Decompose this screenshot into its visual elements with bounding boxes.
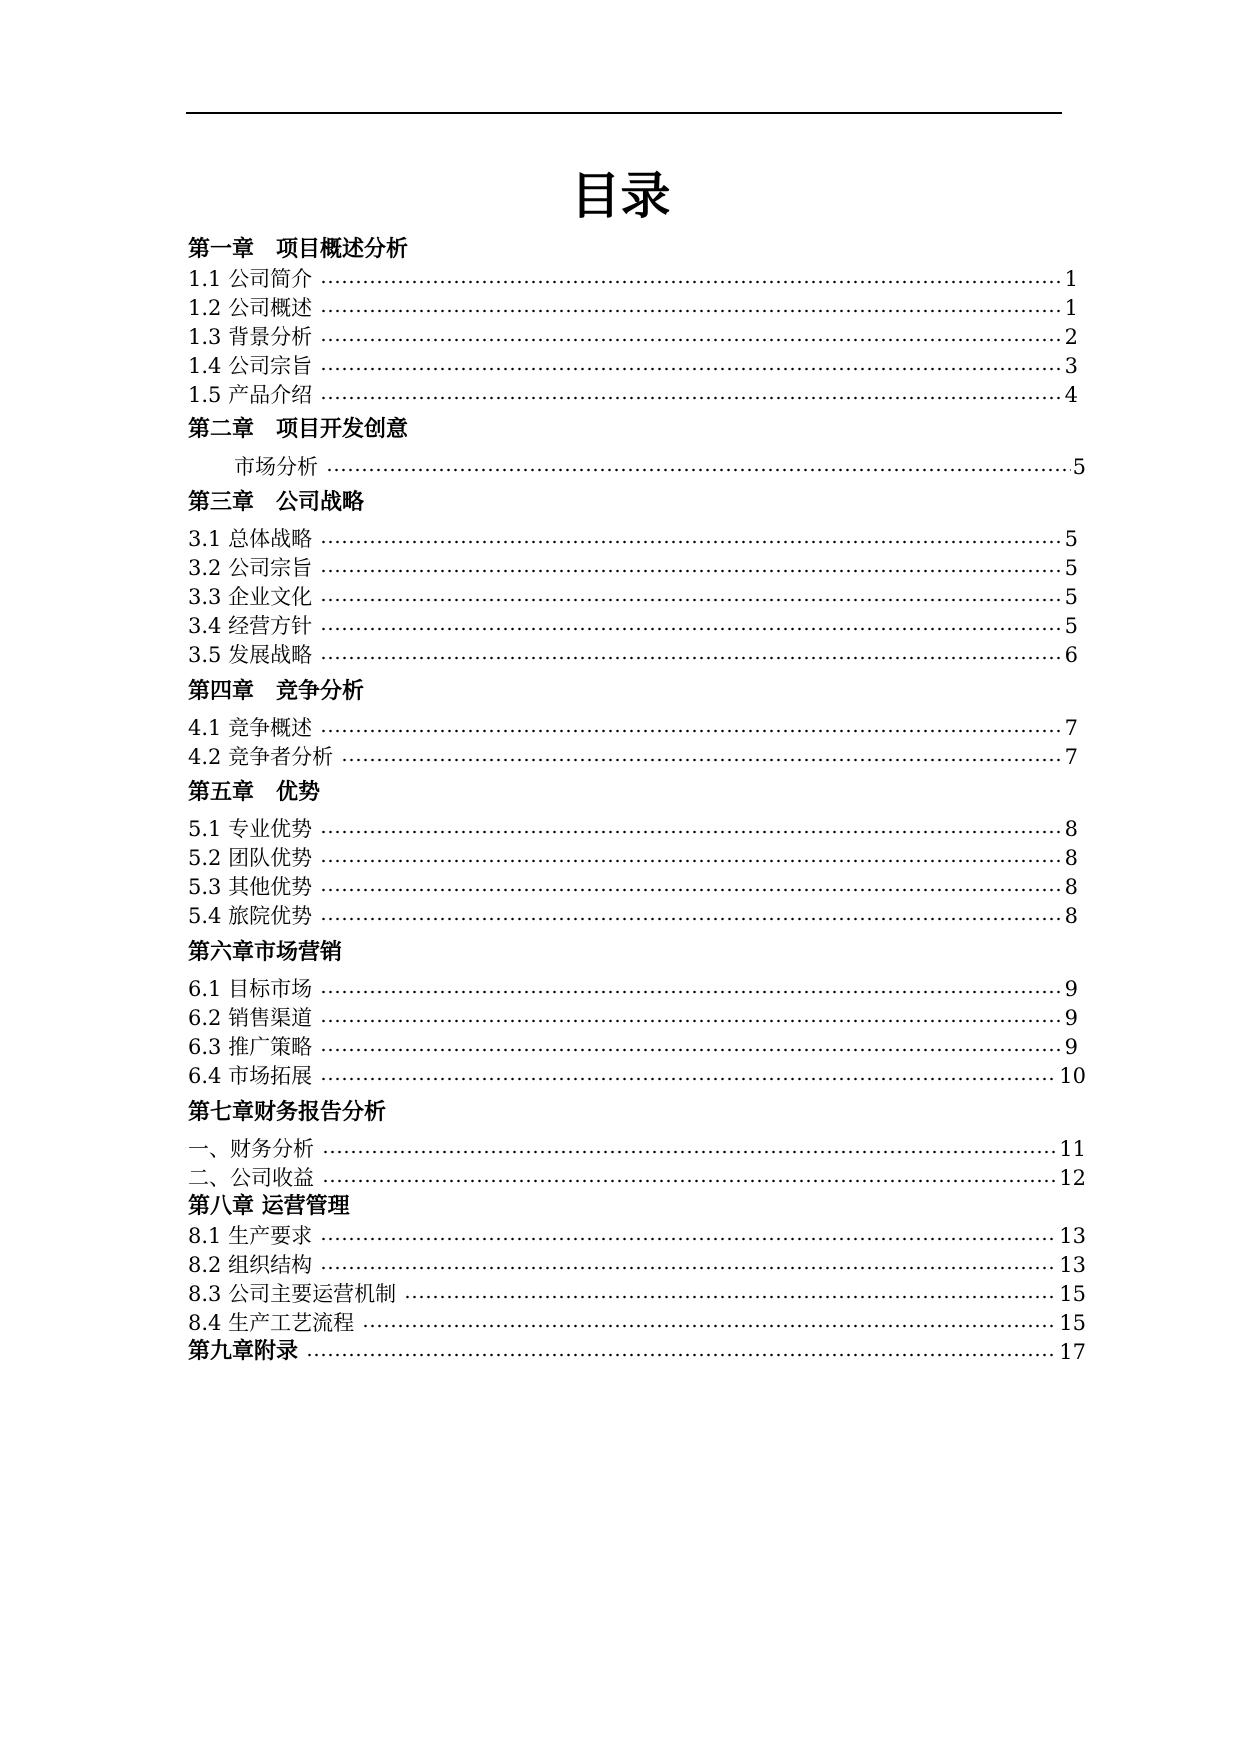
toc-entry bbox=[188, 1060, 1086, 1090]
dot-leader bbox=[320, 1266, 1057, 1270]
toc-entry bbox=[188, 552, 1078, 582]
toc-chapter-heading bbox=[188, 234, 408, 264]
entry-title: 8.2 组织结构 bbox=[188, 1253, 313, 1277]
toc-chapter-heading bbox=[188, 1336, 1086, 1366]
chapter-title: 第七章财务报告分析 bbox=[188, 1100, 387, 1125]
toc-chapter-heading bbox=[188, 1097, 386, 1127]
dot-leader bbox=[320, 1077, 1057, 1081]
entry-title: 二、公司收益 bbox=[188, 1166, 314, 1190]
page-number: 10 bbox=[1059, 1064, 1086, 1088]
dot-leader bbox=[320, 1237, 1057, 1241]
toc-entry bbox=[188, 1307, 1086, 1337]
toc-chapter-heading bbox=[188, 676, 364, 706]
entry-title: 1.4 公司宗旨 bbox=[188, 354, 313, 378]
entry-title: 5.4 旅院优势 bbox=[188, 904, 313, 928]
toc-entry bbox=[188, 1220, 1086, 1250]
toc-entry bbox=[188, 1278, 1086, 1308]
page-number: 5 bbox=[1064, 614, 1078, 638]
entry-title: 8.3 公司主要运营机制 bbox=[188, 1282, 397, 1306]
page-number: 11 bbox=[1059, 1137, 1086, 1161]
dot-leader bbox=[320, 627, 1063, 631]
chapter-title: 第六章市场营销 bbox=[188, 940, 343, 965]
toc-entry bbox=[188, 1002, 1078, 1032]
page-number: 8 bbox=[1064, 817, 1078, 841]
entry-title: 1.2 公司概述 bbox=[188, 296, 313, 320]
toc-chapter-heading bbox=[188, 414, 408, 444]
entry-title: 市场分析 bbox=[234, 455, 318, 479]
toc-entry bbox=[188, 610, 1078, 640]
entry-title: 6.4 市场拓展 bbox=[188, 1064, 313, 1088]
page-number: 15 bbox=[1059, 1282, 1086, 1306]
page-number: 17 bbox=[1059, 1340, 1086, 1364]
dot-leader bbox=[320, 859, 1063, 863]
toc-entry bbox=[188, 712, 1078, 742]
dot-leader bbox=[320, 309, 1063, 313]
entry-title: 1.5 产品介绍 bbox=[188, 383, 313, 407]
entry-title: 8.1 生产要求 bbox=[188, 1224, 313, 1248]
header-rule bbox=[186, 112, 1062, 114]
dot-leader bbox=[320, 830, 1063, 834]
page-number: 5 bbox=[1064, 556, 1078, 580]
entry-title: 3.1 总体战略 bbox=[188, 527, 313, 551]
toc-entry bbox=[188, 842, 1078, 872]
page-number: 6 bbox=[1064, 643, 1078, 667]
toc-entry bbox=[188, 1249, 1086, 1279]
toc-entry bbox=[188, 973, 1078, 1003]
entry-title: 一、财务分析 bbox=[188, 1137, 314, 1161]
page-number: 1 bbox=[1064, 267, 1078, 291]
dot-leader bbox=[322, 1150, 1057, 1154]
toc-entry bbox=[188, 639, 1078, 669]
page-title: 目录 bbox=[570, 167, 671, 225]
page-number: 9 bbox=[1064, 1035, 1078, 1059]
page-number: 5 bbox=[1064, 585, 1078, 609]
chapter-title: 第三章 公司战略 bbox=[188, 490, 365, 515]
entry-title: 3.3 企业文化 bbox=[188, 585, 313, 609]
dot-leader bbox=[320, 917, 1063, 921]
entry-title: 5.2 团队优势 bbox=[188, 846, 313, 870]
toc-entry bbox=[188, 321, 1078, 351]
toc-chapter-heading bbox=[188, 487, 364, 517]
page-number: 9 bbox=[1064, 977, 1078, 1001]
entry-title: 1.3 背景分析 bbox=[188, 325, 313, 349]
dot-leader bbox=[322, 1179, 1057, 1183]
page-number: 2 bbox=[1064, 325, 1078, 349]
page-number: 7 bbox=[1064, 716, 1078, 740]
page-number: 5 bbox=[1072, 455, 1086, 479]
dot-leader bbox=[320, 367, 1063, 371]
toc-entry bbox=[188, 871, 1078, 901]
dot-leader bbox=[341, 758, 1063, 762]
entry-title: 6.1 目标市场 bbox=[188, 977, 313, 1001]
entry-title: 6.3 推广策略 bbox=[188, 1035, 313, 1059]
toc-chapter-heading bbox=[188, 937, 342, 967]
dot-leader bbox=[326, 468, 1071, 472]
dot-leader bbox=[362, 1324, 1057, 1328]
dot-leader bbox=[320, 990, 1063, 994]
page-number: 15 bbox=[1059, 1311, 1086, 1335]
page-number: 13 bbox=[1059, 1224, 1086, 1248]
dot-leader bbox=[320, 1019, 1063, 1023]
toc-entry bbox=[188, 741, 1078, 771]
toc-entry bbox=[188, 292, 1078, 322]
page-number: 9 bbox=[1064, 1006, 1078, 1030]
chapter-title: 第二章 项目开发创意 bbox=[188, 417, 409, 442]
dot-leader bbox=[320, 729, 1063, 733]
toc-entry bbox=[188, 379, 1078, 409]
entry-title: 3.5 发展战略 bbox=[188, 643, 313, 667]
toc-entry bbox=[188, 1031, 1078, 1061]
page-number: 1 bbox=[1064, 296, 1078, 320]
page-number: 8 bbox=[1064, 875, 1078, 899]
entry-title: 1.1 公司简介 bbox=[188, 267, 313, 291]
page-number: 13 bbox=[1059, 1253, 1086, 1277]
toc-entry bbox=[188, 523, 1078, 553]
entry-title: 3.2 公司宗旨 bbox=[188, 556, 313, 580]
entry-title: 8.4 生产工艺流程 bbox=[188, 1311, 355, 1335]
page-number: 8 bbox=[1064, 846, 1078, 870]
page-number: 8 bbox=[1064, 904, 1078, 928]
chapter-title: 第九章附录 bbox=[188, 1339, 299, 1364]
chapter-title: 第一章 项目概述分析 bbox=[188, 237, 409, 262]
toc-entry bbox=[188, 1133, 1086, 1163]
toc-entry bbox=[188, 263, 1078, 293]
dot-leader bbox=[320, 338, 1063, 342]
dot-leader bbox=[306, 1353, 1057, 1357]
entry-title: 4.1 竞争概述 bbox=[188, 716, 313, 740]
page-number: 4 bbox=[1064, 383, 1078, 407]
dot-leader bbox=[320, 540, 1063, 544]
toc-entry bbox=[188, 581, 1078, 611]
dot-leader bbox=[320, 396, 1063, 400]
dot-leader bbox=[320, 656, 1063, 660]
toc-entry bbox=[234, 451, 1086, 481]
chapter-title: 第八章 运营管理 bbox=[188, 1194, 350, 1219]
page-number: 12 bbox=[1059, 1166, 1086, 1190]
dot-leader bbox=[320, 569, 1063, 573]
dot-leader bbox=[404, 1295, 1057, 1299]
dot-leader bbox=[320, 888, 1063, 892]
toc-entry bbox=[188, 1162, 1086, 1192]
dot-leader bbox=[320, 280, 1063, 284]
toc-entry bbox=[188, 350, 1078, 380]
entry-title: 6.2 销售渠道 bbox=[188, 1006, 313, 1030]
toc-entry bbox=[188, 813, 1078, 843]
entry-title: 4.2 竞争者分析 bbox=[188, 745, 334, 769]
page-number: 5 bbox=[1064, 527, 1078, 551]
chapter-title: 第四章 竞争分析 bbox=[188, 679, 365, 704]
entry-title: 5.3 其他优势 bbox=[188, 875, 313, 899]
page-number: 3 bbox=[1064, 354, 1078, 378]
toc-entry bbox=[188, 900, 1078, 930]
toc-chapter-heading bbox=[188, 1191, 350, 1221]
page-number: 7 bbox=[1064, 745, 1078, 769]
chapter-title: 第五章 优势 bbox=[188, 780, 321, 805]
dot-leader bbox=[320, 598, 1063, 602]
toc-chapter-heading bbox=[188, 777, 320, 807]
entry-title: 5.1 专业优势 bbox=[188, 817, 313, 841]
dot-leader bbox=[320, 1048, 1063, 1052]
entry-title: 3.4 经营方针 bbox=[188, 614, 313, 638]
